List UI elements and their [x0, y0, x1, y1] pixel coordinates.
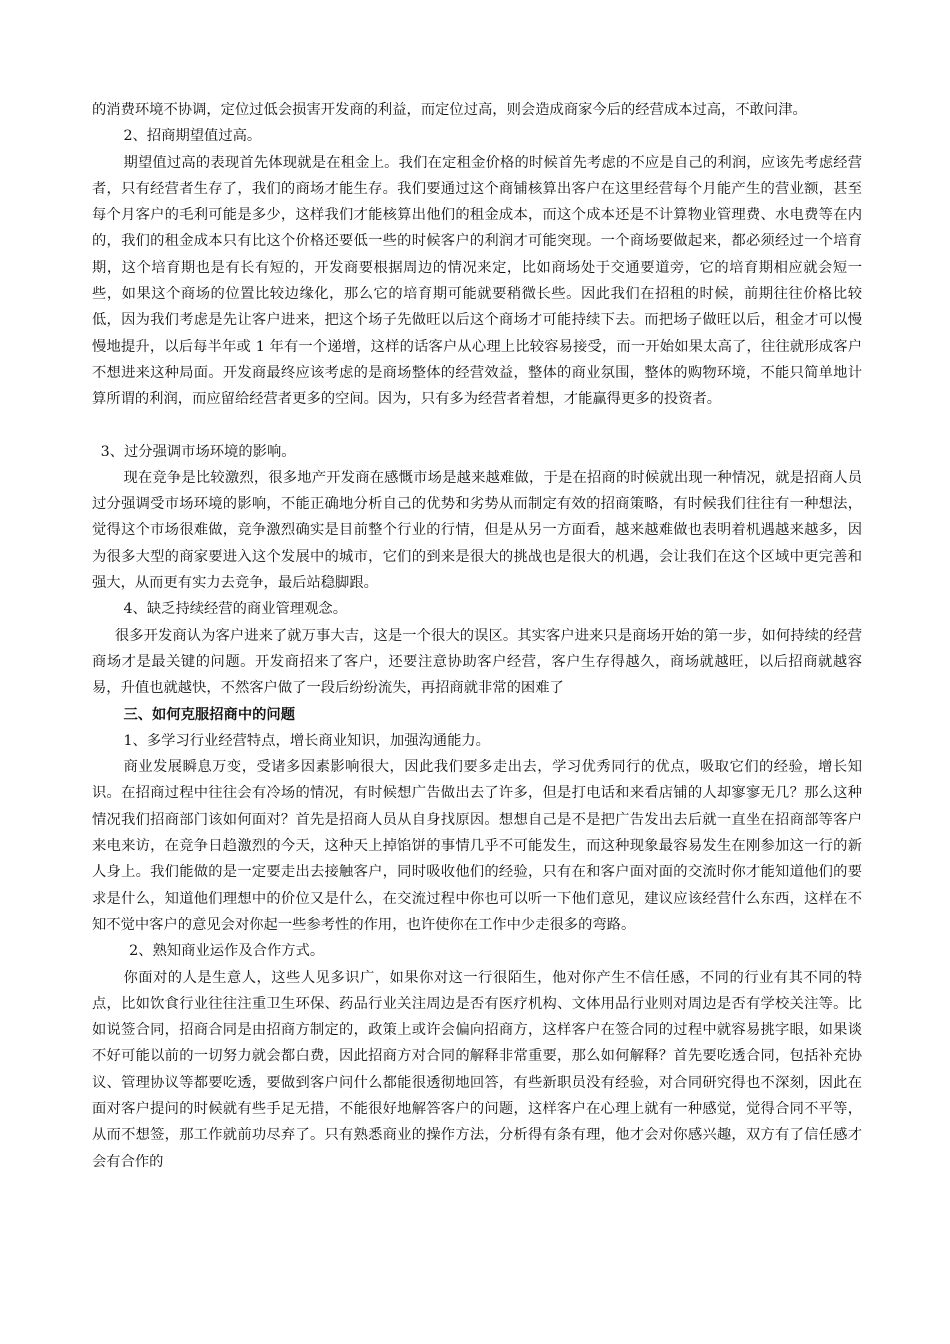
subheading-expectation-too-high: 2、招商期望值过高。 [123, 128, 262, 145]
paragraph-intro-continued: 的消费环境不协调，定位过低会损害开发商的利益，而定位过高，则会造成商家今后的经营成本过高，不敢问津。 [92, 102, 807, 118]
section-heading-overcome-problems: 三、如何克服招商中的问题 [123, 706, 296, 723]
blank-line [92, 413, 862, 439]
subheading-management-concept: 4、缺乏持续经营的商业管理观念。 [123, 601, 348, 618]
paragraph-business-operation: 你面对的人是生意人，这些人见多识广，如果你对这一行很陌生，他对你产生不信任感，不同的行业有其不同的特点，比如饮食行业往往注重卫生环保、药品行业关注周边是否有医疗机构、文体用品行业则对周边是否有学校关注等。比如说签合同，招商合同是由招商方制定的，政策上或许会偏向招商方，这样客户在签合同的过程中就容易挑字眼，如果谈不好可能以前的一切努力就会都白费，因此招商方对合同的解释非常重要，那么如何解释？首先要吃透合同，包括补充协议、管理协议等都要吃透，要做到客户问什么都能很透彻地回答，有些新职员没有经验，对合同研究得也不深刻，因此在面对客户提问的时候就有些手足无措，不能很好地解答客户的问题，这样客户在心理上就有一种感觉，觉得合同不平等，从而不想签，那工作就前功尽弃了。只有熟悉商业的操作方法，分析得有条有理，他才会对你感兴趣，双方有了信任感才会有合作的 [92, 969, 862, 1170]
paragraph-expectation: 期望值过高的表现首先体现就是在租金上。我们在定租金价格的时候首先考虑的不应是自己的利润，应该先考虑经营者，只有经营者生存了，我们的商场才能生存。我们要通过这个商铺核算出客户在这里经营每个月能产生的营业额，甚至每个月客户的毛利可能是多少，这样我们才能核算出他们的租金成本，而这个成本还是不计算物业管理费、水电费等在内的，我们的租金成本只有比这个价格还要低一些的时候客户的利润才可能突现。一个商场要做起来，都必须经过一个培育期，这个培育期也是有长有短的，开发商要根据周边的情况来定，比如商场处于交通要道旁，它的培育期相应就会短一些，如果这个商场的位置比较边缘化，那么它的培育期可能就要稍微长些。因此我们在招租的时候，前期往往价格比较低，因为我们考虑是先让客户进来，把这个场子先做旺以后这个商场才可能持续下去。而把场子做旺以后，租金才可以慢慢地提升，以后每半年或 1 年有一个递增，这样的话客户从心理上比较容易接受，而一开始如果太高了，往往就形成客户不想进来这种局面。开发商最终应该考虑的是商场整体的经营效益，整体的商业氛围，整体的购物环境，不能只简单地计算所谓的利润，而应留给经营者更多的空间。因为，只有多为经营者着想，才能赢得更多的投资者。 [92, 154, 862, 408]
subheading-learn-industry: 1、多学习行业经营特点，增长商业知识，加强沟通能力。 [123, 732, 490, 749]
paragraph-learn-industry: 商业发展瞬息万变，受诸多因素影响很大，因此我们要多走出去，学习优秀同行的优点，吸取它们的经验，增长知识。在招商过程中往往会有冷场的情况，有时候想广告做出去了许多，但是打电话和来看店铺的人却寥寥无几？那么这种情况我们招商部门该如何面对？首先是招商人员从自身找原因。想想自己是不是把广告发出去后就一直坐在招商部等客户来电来访，在竞争日趋激烈的今天，这种天上掉馅饼的事情几乎不可能发生，而这种现象最容易发生在刚参加这一行的新人身上。我们能做的是一定要走出去接触客户，同时吸收他们的经验，只有在和客户面对面的交流时你才能知道他们的要求是什么，知道他们理想中的价位又是什么，在交流过程中你也可以听一下他们意见，建议应该经营什么东西，这样在不知不觉中客户的意见会对你起一些参考性的作用，也许使你在工作中少走很多的弯路。 [92, 759, 862, 933]
subheading-business-operation: 2、熟知商业运作及合作方式。 [129, 943, 325, 960]
paragraph-management-concept: 很多开发商认为客户进来了就万事大吉，这是一个很大的误区。其实客户进来只是商场开始的第一步，如何持续的经营商场才是最关键的问题。开发商招来了客户，还要注意协助客户经营，客户生存得越久，商场就越旺，以后招商就越容易，升值也就越快，不然客户做了一段后纷纷流失，再招商就非常的困难了 [92, 627, 862, 697]
document-page [92, 97, 862, 1175]
paragraph-market-environment: 现在竞争是比较激烈，很多地产开发商在感慨市场是越来越难做，于是在招商的时候就出现一种情况，就是招商人员过分强调受市场环境的影响，不能正确地分析自己的优势和劣势从而制定有效的招商策略，有时候我们往往有一种想法，觉得这个市场很难做，竞争激烈确实是目前整个行业的行情，但是从另一方面看，越来越难做也表明着机遇越来越多，因为很多大型的商家要进入这个发展中的城市，它们的到来是很大的挑战也是很大的机遇，会让我们在这个区域中更完善和强大，从而更有实力去竞争，最后站稳脚跟。 [92, 469, 862, 592]
subheading-market-environment: 3、过分强调市场环境的影响。 [100, 443, 296, 460]
